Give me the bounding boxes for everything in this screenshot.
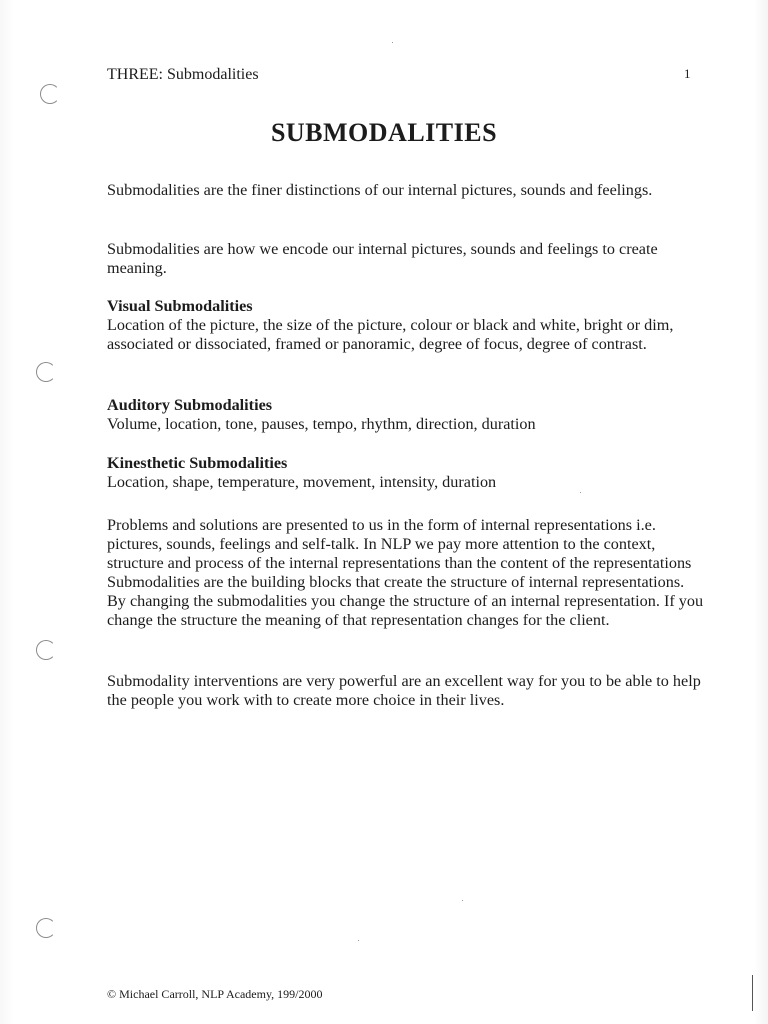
closing-paragraph-1	[107, 516, 707, 630]
section-header: THREE: Submodalities	[107, 66, 259, 83]
scan-speck	[392, 42, 393, 43]
intro-paragraph-1	[107, 181, 707, 200]
visual-text: Location of the picture, the size of the picture, colour or black and white, bright or dim, associated or dissociated, framed or panoramic, degree of focus, degree of contrast.	[107, 316, 674, 353]
copyright-footer: © Michael Carroll, NLP Academy, 199/2000	[107, 987, 323, 1001]
scan-speck	[462, 900, 463, 901]
scan-edge-mark	[752, 975, 753, 1011]
kinesthetic-text: Location, shape, temperature, movement, intensity, duration	[107, 473, 497, 491]
punch-hole-mark	[36, 640, 56, 660]
visual-heading: Visual Submodalities	[107, 297, 253, 315]
paragraph-text: Submodalities are the finer distinctions of our internal pictures, sounds and feelings.	[107, 181, 653, 199]
punch-hole-mark	[40, 84, 60, 104]
auditory-heading: Auditory Submodalities	[107, 396, 273, 414]
paragraph-text: Problems and solutions are presented to us in the form of internal representations i.e. pictures, sounds, feelings and self-talk. In NLP we pay more attention to the context, structure and process of the internal representations than the content of the representations Submodalities are the building blocks that create the structure of internal representations. By changing the submodalities you change the structure of an internal representation. If you change the structure the meaning of that representation changes for the client.	[107, 516, 704, 629]
scan-speck	[358, 940, 359, 941]
page-number: 1	[684, 66, 691, 81]
intro-paragraph-2	[107, 240, 707, 278]
auditory-text: Volume, location, tone, pauses, tempo, rhythm, direction, duration	[107, 415, 536, 433]
paragraph-text: Submodality interventions are very powerful are an excellent way for you to be able to help the people you work with to create more choice in their lives.	[107, 672, 701, 709]
paragraph-text: Submodalities are how we encode our internal pictures, sounds and feelings to create meaning.	[107, 240, 658, 277]
visual-section	[107, 297, 707, 354]
auditory-section	[107, 396, 707, 434]
closing-paragraph-2	[107, 672, 707, 710]
kinesthetic-heading: Kinesthetic Submodalities	[107, 454, 288, 472]
punch-hole-mark	[36, 362, 56, 382]
kinesthetic-section	[107, 454, 707, 492]
scan-speck	[580, 492, 581, 493]
page-title: SUBMODALITIES	[270, 118, 498, 147]
punch-hole-mark	[36, 918, 56, 938]
